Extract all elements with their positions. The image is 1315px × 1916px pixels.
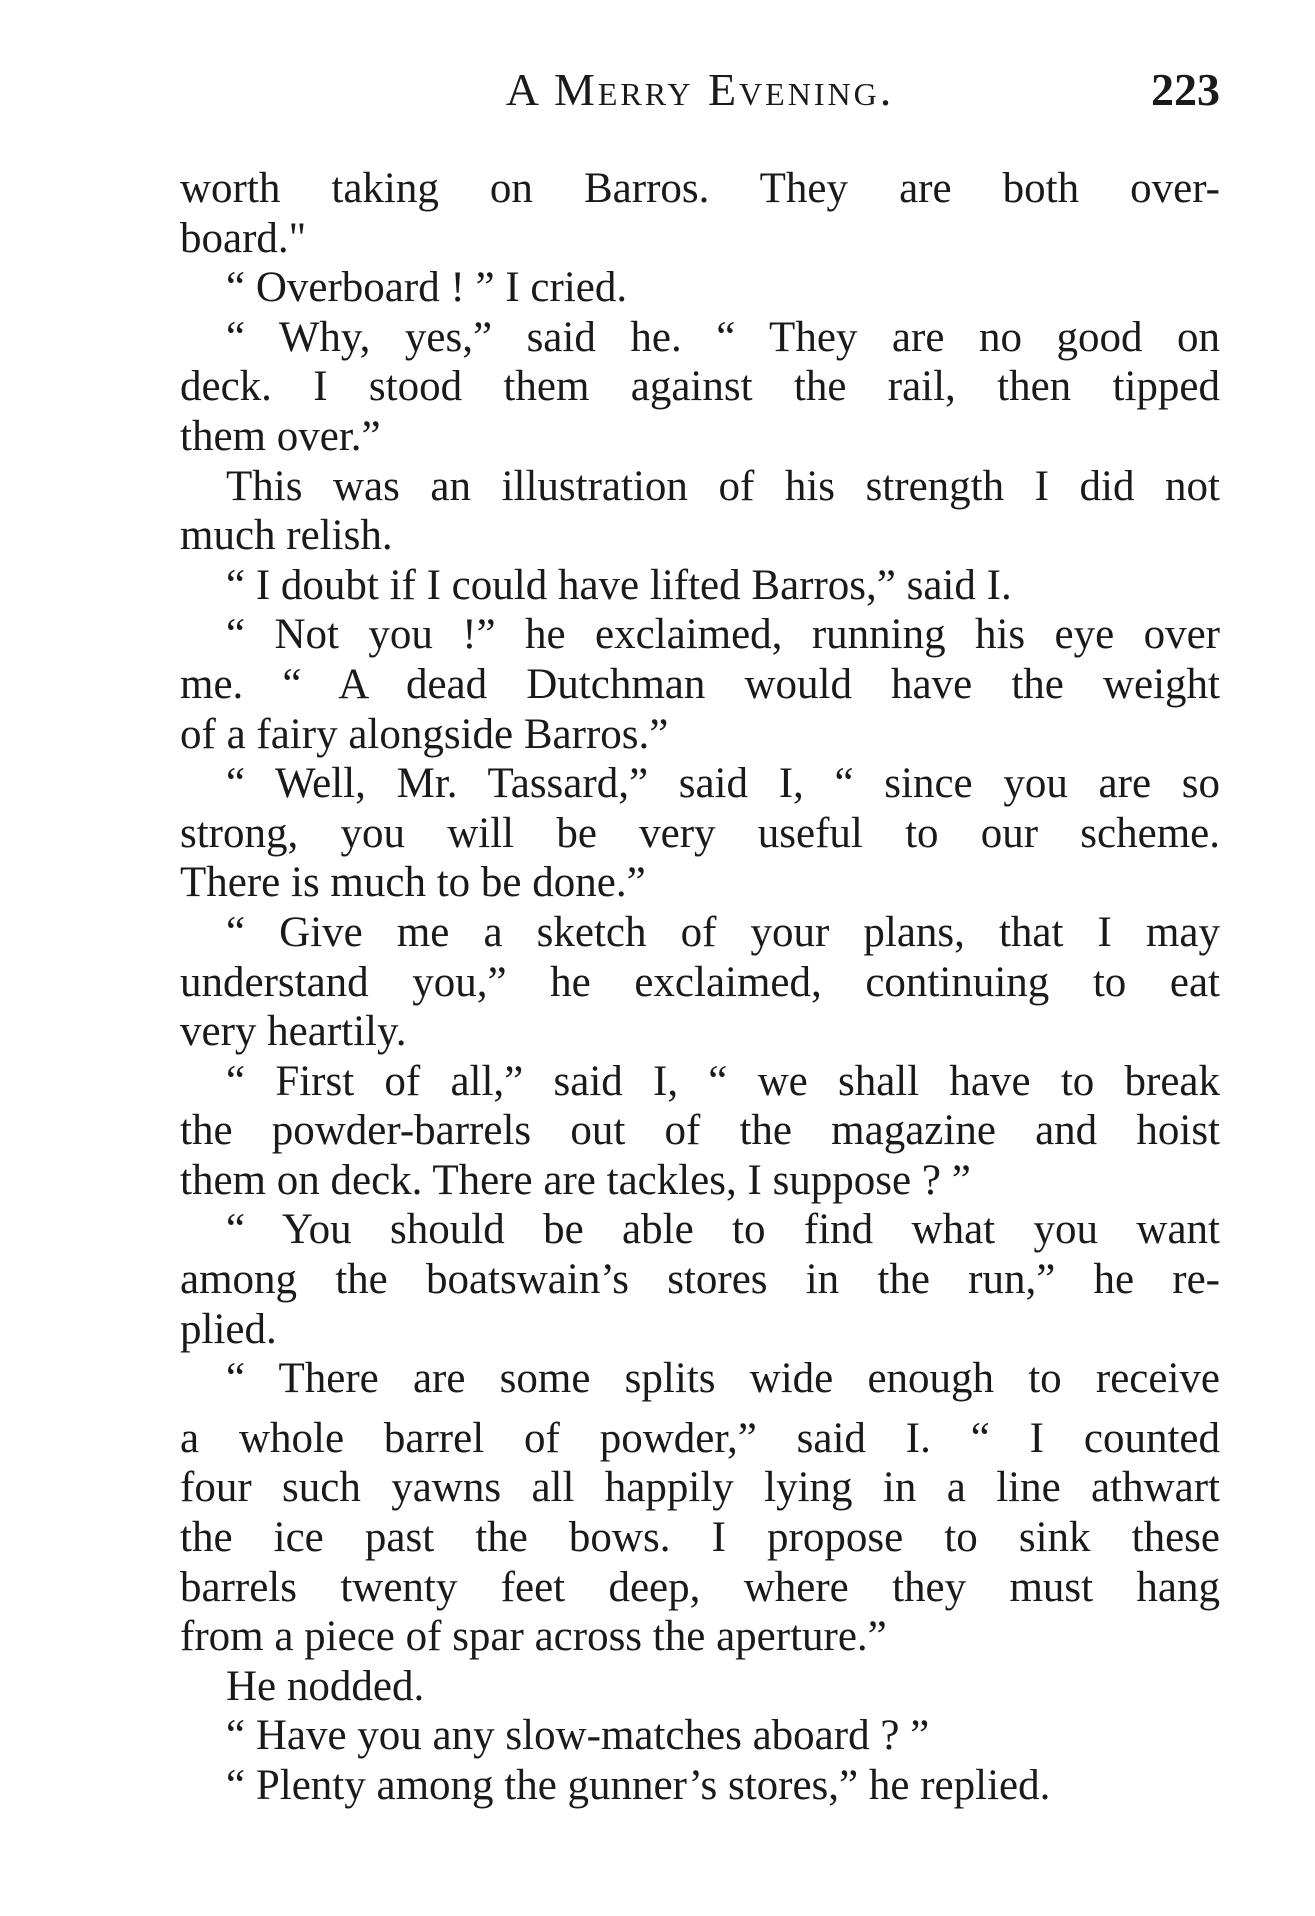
text-line: much relish. <box>180 512 393 560</box>
text-line: “ Plenty among the gunner’s stores,” he replied. <box>226 1762 1051 1809</box>
text-line: strong, you will be very useful to our scheme. <box>180 809 1220 857</box>
text-line: “ You should be able to find what you want <box>226 1206 1220 1254</box>
text-line: board." <box>180 214 307 262</box>
text-line: “ Give me a sketch of your plans, that I may <box>226 908 1220 956</box>
text-line: a whole barrel of powder,” said I. “ I counted <box>180 1414 1220 1462</box>
text-line: “ Well, Mr. Tassard,” said I, “ since you are so <box>226 760 1220 808</box>
text-line: of a fairy alongside Barros.” <box>180 710 669 758</box>
text-line: “ Not you !” he exclaimed, running his eye over <box>226 611 1220 659</box>
running-title: A Merry Evening. <box>505 64 895 115</box>
running-head <box>180 62 1220 118</box>
text-line: barrels twenty feet deep, where they must hang <box>180 1563 1220 1611</box>
text-line: me. “ A dead Dutchman would have the weight <box>180 660 1220 708</box>
text-line: deck. I stood them against the rail, then tipped <box>180 363 1220 411</box>
text-line: very heartily. <box>180 1008 407 1056</box>
text-line: “ Overboard ! ” I cried. <box>226 264 628 312</box>
body-text <box>180 164 1220 1811</box>
text-line: four such yawns all happily lying in a line athwart <box>180 1464 1220 1512</box>
text-line: “ There are some splits wide enough to receive <box>226 1355 1220 1403</box>
text-line: This was an illustration of his strength I did not <box>226 462 1220 510</box>
text-line: He nodded. <box>226 1662 425 1710</box>
text-line: from a piece of spar across the aperture.” <box>180 1613 887 1661</box>
text-line: “ Have you any slow-matches aboard ? ” <box>226 1712 930 1760</box>
text-line: the ice past the bows. I propose to sink these <box>180 1514 1220 1562</box>
text-line: plied. <box>180 1305 277 1353</box>
text-line: among the boatswain’s stores in the run,” he re- <box>180 1256 1220 1304</box>
page-number: 223 <box>1151 64 1220 115</box>
text-line: them on deck. There are tackles, I suppose ? ” <box>180 1156 971 1204</box>
text-line: “ Why, yes,” said he. “ They are no good on <box>226 313 1220 361</box>
text-line: There is much to be done.” <box>180 859 646 907</box>
text-line: worth taking on Barros. They are both over- <box>180 165 1220 212</box>
text-line: them over.” <box>180 412 381 460</box>
text-line: the powder-barrels out of the magazine and hoist <box>180 1107 1220 1155</box>
text-line: “ First of all,” said I, “ we shall have to break <box>226 1057 1220 1105</box>
text-line: “ I doubt if I could have lifted Barros,” said I. <box>226 561 1012 609</box>
text-line: understand you,” he exclaimed, continuing to eat <box>180 958 1220 1006</box>
